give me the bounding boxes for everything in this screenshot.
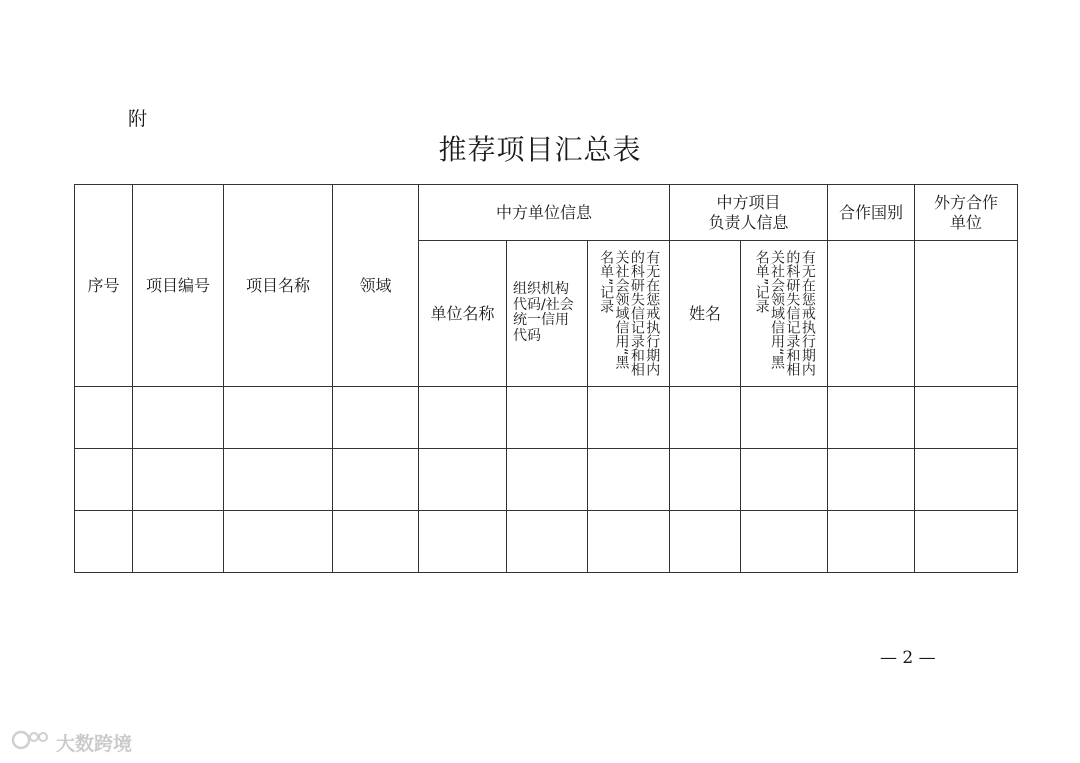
leader-record-text: 有无在惩戒执行期内的科研失信记录和相关社会领域信用“黑名单”记录 bbox=[753, 249, 816, 376]
watermark-text: 大数跨境 bbox=[56, 733, 133, 755]
table-cell[interactable] bbox=[507, 511, 588, 573]
table-cell[interactable] bbox=[133, 511, 224, 573]
table-cell[interactable] bbox=[333, 387, 419, 449]
table-cell[interactable] bbox=[419, 387, 507, 449]
table-cell[interactable] bbox=[75, 511, 133, 573]
table-row bbox=[75, 511, 1018, 573]
watermark bbox=[10, 728, 132, 757]
table-cell[interactable] bbox=[588, 511, 670, 573]
header-unit-name: 单位名称 bbox=[419, 241, 507, 387]
unit-record-text: 有无在惩戒执行期内的科研失信记录和相关社会领域信用“黑名单”记录 bbox=[598, 249, 661, 376]
table-cell[interactable] bbox=[224, 511, 333, 573]
header-leader-name: 姓名 bbox=[670, 241, 741, 387]
page-title: 推荐项目汇总表 bbox=[438, 133, 642, 166]
table-cell[interactable] bbox=[507, 387, 588, 449]
table-cell[interactable] bbox=[670, 449, 741, 511]
table-cell[interactable] bbox=[588, 387, 670, 449]
table-cell[interactable] bbox=[419, 511, 507, 573]
header-cn-unit-info: 中方单位信息 bbox=[419, 185, 670, 241]
table-cell[interactable] bbox=[224, 449, 333, 511]
table-row bbox=[75, 449, 1018, 511]
attachment-label: 附 bbox=[128, 108, 148, 130]
table-cell[interactable] bbox=[828, 511, 915, 573]
header-project-no: 项目编号 bbox=[133, 185, 224, 387]
table-cell[interactable] bbox=[224, 387, 333, 449]
org-code-text: 组织机构代码/社会统一信用代码 bbox=[513, 281, 574, 344]
header-project-name: 项目名称 bbox=[224, 185, 333, 387]
table-cell[interactable] bbox=[915, 511, 1018, 573]
header-foreign-unit: 外方合作 单位 bbox=[915, 185, 1018, 241]
header-partner-country: 合作国别 bbox=[828, 185, 915, 241]
table-cell[interactable] bbox=[507, 449, 588, 511]
table-cell[interactable] bbox=[133, 387, 224, 449]
table-row bbox=[75, 387, 1018, 449]
table-cell[interactable] bbox=[133, 449, 224, 511]
table-cell[interactable] bbox=[588, 449, 670, 511]
header-org-code bbox=[507, 241, 588, 387]
header-field: 领域 bbox=[333, 185, 419, 387]
header-seq: 序号 bbox=[75, 185, 133, 387]
watermark-logo-icon bbox=[10, 728, 50, 757]
header-partner-country-empty bbox=[828, 241, 915, 387]
table-cell[interactable] bbox=[741, 387, 828, 449]
page-number: — 2 — bbox=[880, 648, 936, 668]
table-cell[interactable] bbox=[915, 449, 1018, 511]
table-cell[interactable] bbox=[75, 449, 133, 511]
table-cell[interactable] bbox=[915, 387, 1018, 449]
table-cell[interactable] bbox=[828, 449, 915, 511]
table-cell[interactable] bbox=[828, 387, 915, 449]
table-cell[interactable] bbox=[75, 387, 133, 449]
table-cell[interactable] bbox=[333, 449, 419, 511]
table-cell[interactable] bbox=[333, 511, 419, 573]
table-cell[interactable] bbox=[419, 449, 507, 511]
header-foreign-unit-empty bbox=[915, 241, 1018, 387]
summary-table bbox=[74, 184, 1018, 573]
table-cell[interactable] bbox=[741, 511, 828, 573]
table-cell[interactable] bbox=[670, 387, 741, 449]
header-leader-record bbox=[741, 241, 828, 387]
table-cell[interactable] bbox=[741, 449, 828, 511]
table-cell[interactable] bbox=[670, 511, 741, 573]
header-cn-leader-info: 中方项目 负责人信息 bbox=[670, 185, 828, 241]
header-unit-record bbox=[588, 241, 670, 387]
